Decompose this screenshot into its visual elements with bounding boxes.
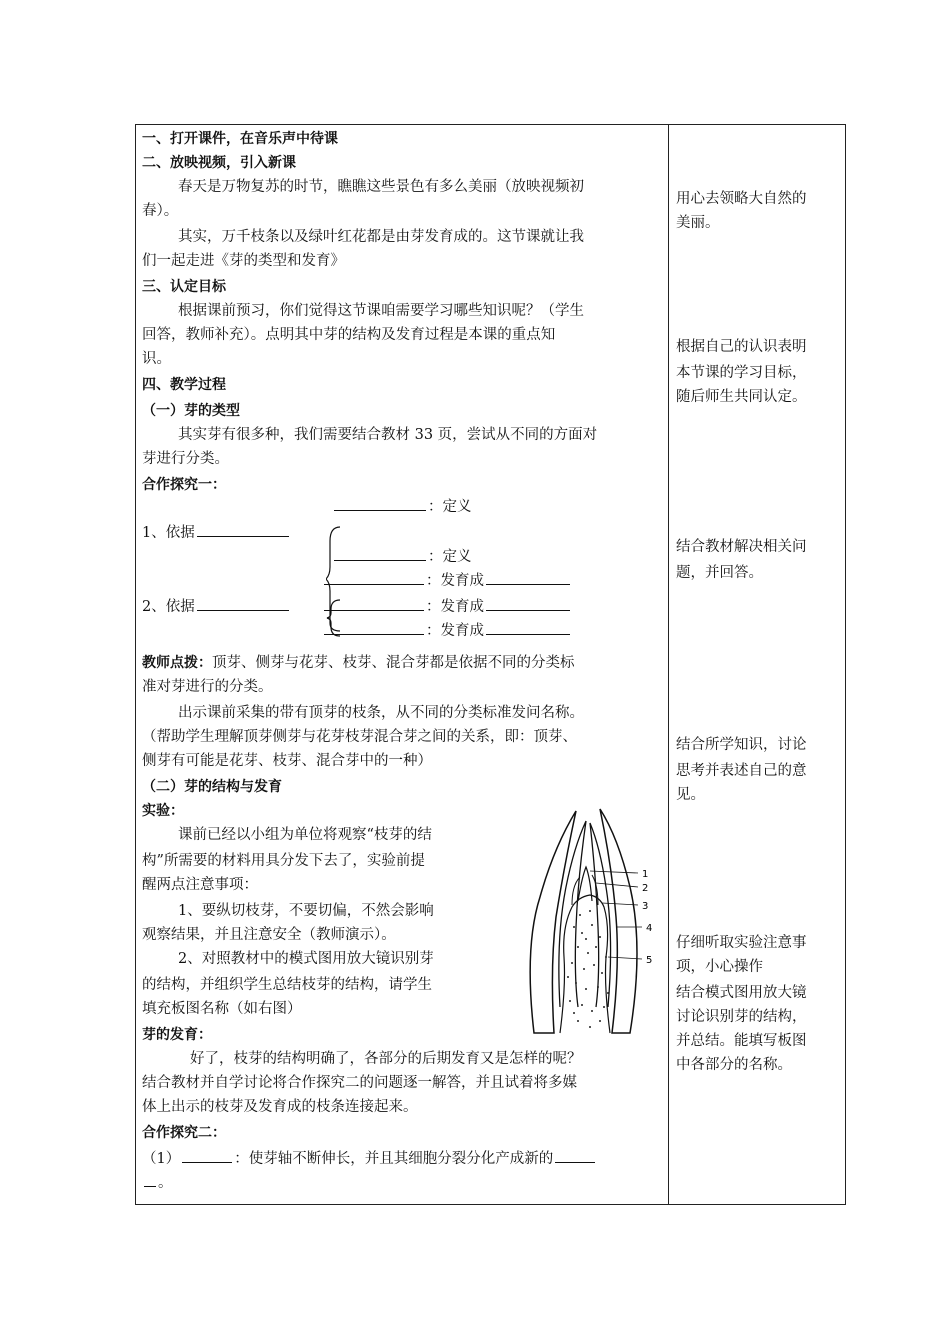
blank-develop: ：发育成 [322, 619, 572, 643]
figure-label: 2 [642, 883, 649, 894]
paragraph-line: 1、要纵切枝芽，不要切偏，不然会影响 [178, 903, 434, 919]
activity-heading: 合作探究二： [142, 1125, 226, 1141]
paragraph-line: 填充板图名称（如右图） [142, 1001, 302, 1017]
note-line: 项，小心操作 [676, 959, 763, 975]
question-1: （1） ：使芽轴不断伸长，并且其细胞分裂分化产成新的 [142, 1147, 597, 1171]
paragraph-line: 芽进行分类。 [142, 451, 229, 467]
blank-definition: ：定义 [332, 495, 472, 519]
section-heading: 二、放映视频，引入新课 [142, 155, 296, 171]
note-line: 思考并表述自己的意 [676, 763, 807, 779]
section-heading: 一、打开课件，在音乐声中待课 [142, 131, 338, 147]
lesson-table [135, 124, 846, 1205]
note-line: 题，并回答。 [676, 565, 763, 581]
subsection-heading: （一）芽的类型 [142, 403, 240, 419]
section-heading: 四、教学过程 [142, 377, 226, 393]
paragraph-line: 观察结果，并且注意安全（教师演示）。 [142, 927, 396, 943]
paragraph-line: 识。 [142, 351, 171, 367]
note-line: 中各部分的名称。 [676, 1057, 792, 1073]
blank-develop: ：发育成 [322, 569, 572, 593]
paragraph-line: 其实，万千枝条以及绿叶红花都是由芽发育成的。这节课就让我 [178, 229, 584, 245]
paragraph-line: 的结构，并组织学生总结枝芽的结构，请学生 [142, 977, 432, 993]
figure-label: 3 [642, 901, 649, 912]
note-line: 美丽。 [676, 215, 720, 231]
development-heading: 芽的发育： [142, 1027, 212, 1043]
note-line: 根据自己的认识表明 [676, 339, 807, 355]
section-heading: 三、认定目标 [142, 279, 226, 295]
paragraph-line: 根据课前预习，你们觉得这节课咱需要学习哪些知识呢？（学生 [178, 303, 584, 319]
note-line: 结合教材解决相关问 [676, 539, 807, 555]
paragraph-line: 课前已经以小组为单位将观察“枝芽的结 [178, 827, 432, 843]
note-line: 讨论识别芽的结构， [676, 1009, 807, 1025]
note-line: 随后师生共同认定。 [676, 389, 807, 405]
note-line: 结合所学知识，讨论 [676, 737, 807, 753]
paragraph-line: 构”所需要的材料用具分发下去了，实验前提 [142, 853, 425, 869]
paragraph-line: 2、对照教材中的模式图用放大镜识别芽 [178, 951, 434, 967]
blank-develop: ：发育成 [322, 595, 572, 619]
note-line: 见。 [676, 787, 705, 803]
figure-label: 1 [642, 869, 649, 880]
note-line: 并总结。能填写板图 [676, 1033, 807, 1049]
paragraph-line: 准对芽进行的分类。 [142, 679, 273, 695]
blank-definition: ：定义 [332, 545, 472, 569]
note-line: 仔细听取实验注意事 [676, 935, 807, 951]
paragraph-line: 春）。 [142, 203, 179, 219]
criterion-1: 1、依据 [142, 521, 291, 545]
subsection-heading: （二）芽的结构与发育 [142, 779, 282, 795]
paragraph-line: 醒两点注意事项： [142, 877, 258, 893]
activity-heading: 合作探究一： [142, 477, 226, 493]
paragraph-line: 好了，枝芽的结构明确了，各部分的后期发育又是怎样的呢？ [190, 1051, 582, 1067]
brace-icon [326, 597, 346, 639]
paragraph-line: 体上出示的枝芽及发育成的枝条连接起来。 [142, 1099, 418, 1115]
paragraph-line: 结合教材并自学讨论将合作探究二的问题逐一解答，并且试着将多媒 [142, 1075, 577, 1091]
question-1-end: 。 [142, 1171, 173, 1195]
experiment-heading: 实验： [142, 803, 184, 819]
paragraph-line: （帮助学生理解顶芽侧芽与花芽枝芽混合芽之间的关系，即：顶芽、 [142, 729, 577, 745]
paragraph-line: 侧芽有可能是花芽、枝芽、混合芽中的一种） [142, 753, 432, 769]
teacher-tip: 教师点拨：顶芽、侧芽与花芽、枝芽、混合芽都是依据不同的分类标 [142, 655, 575, 671]
criterion-2: 2、依据 [142, 595, 291, 619]
paragraph-line: 春天是万物复苏的时节，瞧瞧这些景色有多么美丽（放映视频初 [178, 179, 584, 195]
column-divider [668, 125, 669, 1204]
paragraph-line: 出示课前采集的带有顶芽的枝条，从不同的分类标准发问名称。 [178, 705, 584, 721]
figure-label: 4 [646, 923, 653, 934]
paragraph-line: 其实芽有很多种，我们需要结合教材 33 页，尝试从不同的方面对 [178, 427, 598, 443]
note-line: 用心去领略大自然的 [676, 191, 807, 207]
note-line: 结合模式图用放大镜 [676, 985, 807, 1001]
paragraph-line: 回答，教师补充）。点明其中芽的结构及发育过程是本课的重点知 [142, 327, 556, 343]
note-line: 本节课的学习目标， [676, 365, 807, 381]
paragraph-line: 们一起走进《芽的类型和发育》 [142, 253, 345, 269]
bud-structure-figure [520, 807, 660, 1037]
figure-label: 5 [646, 955, 653, 966]
